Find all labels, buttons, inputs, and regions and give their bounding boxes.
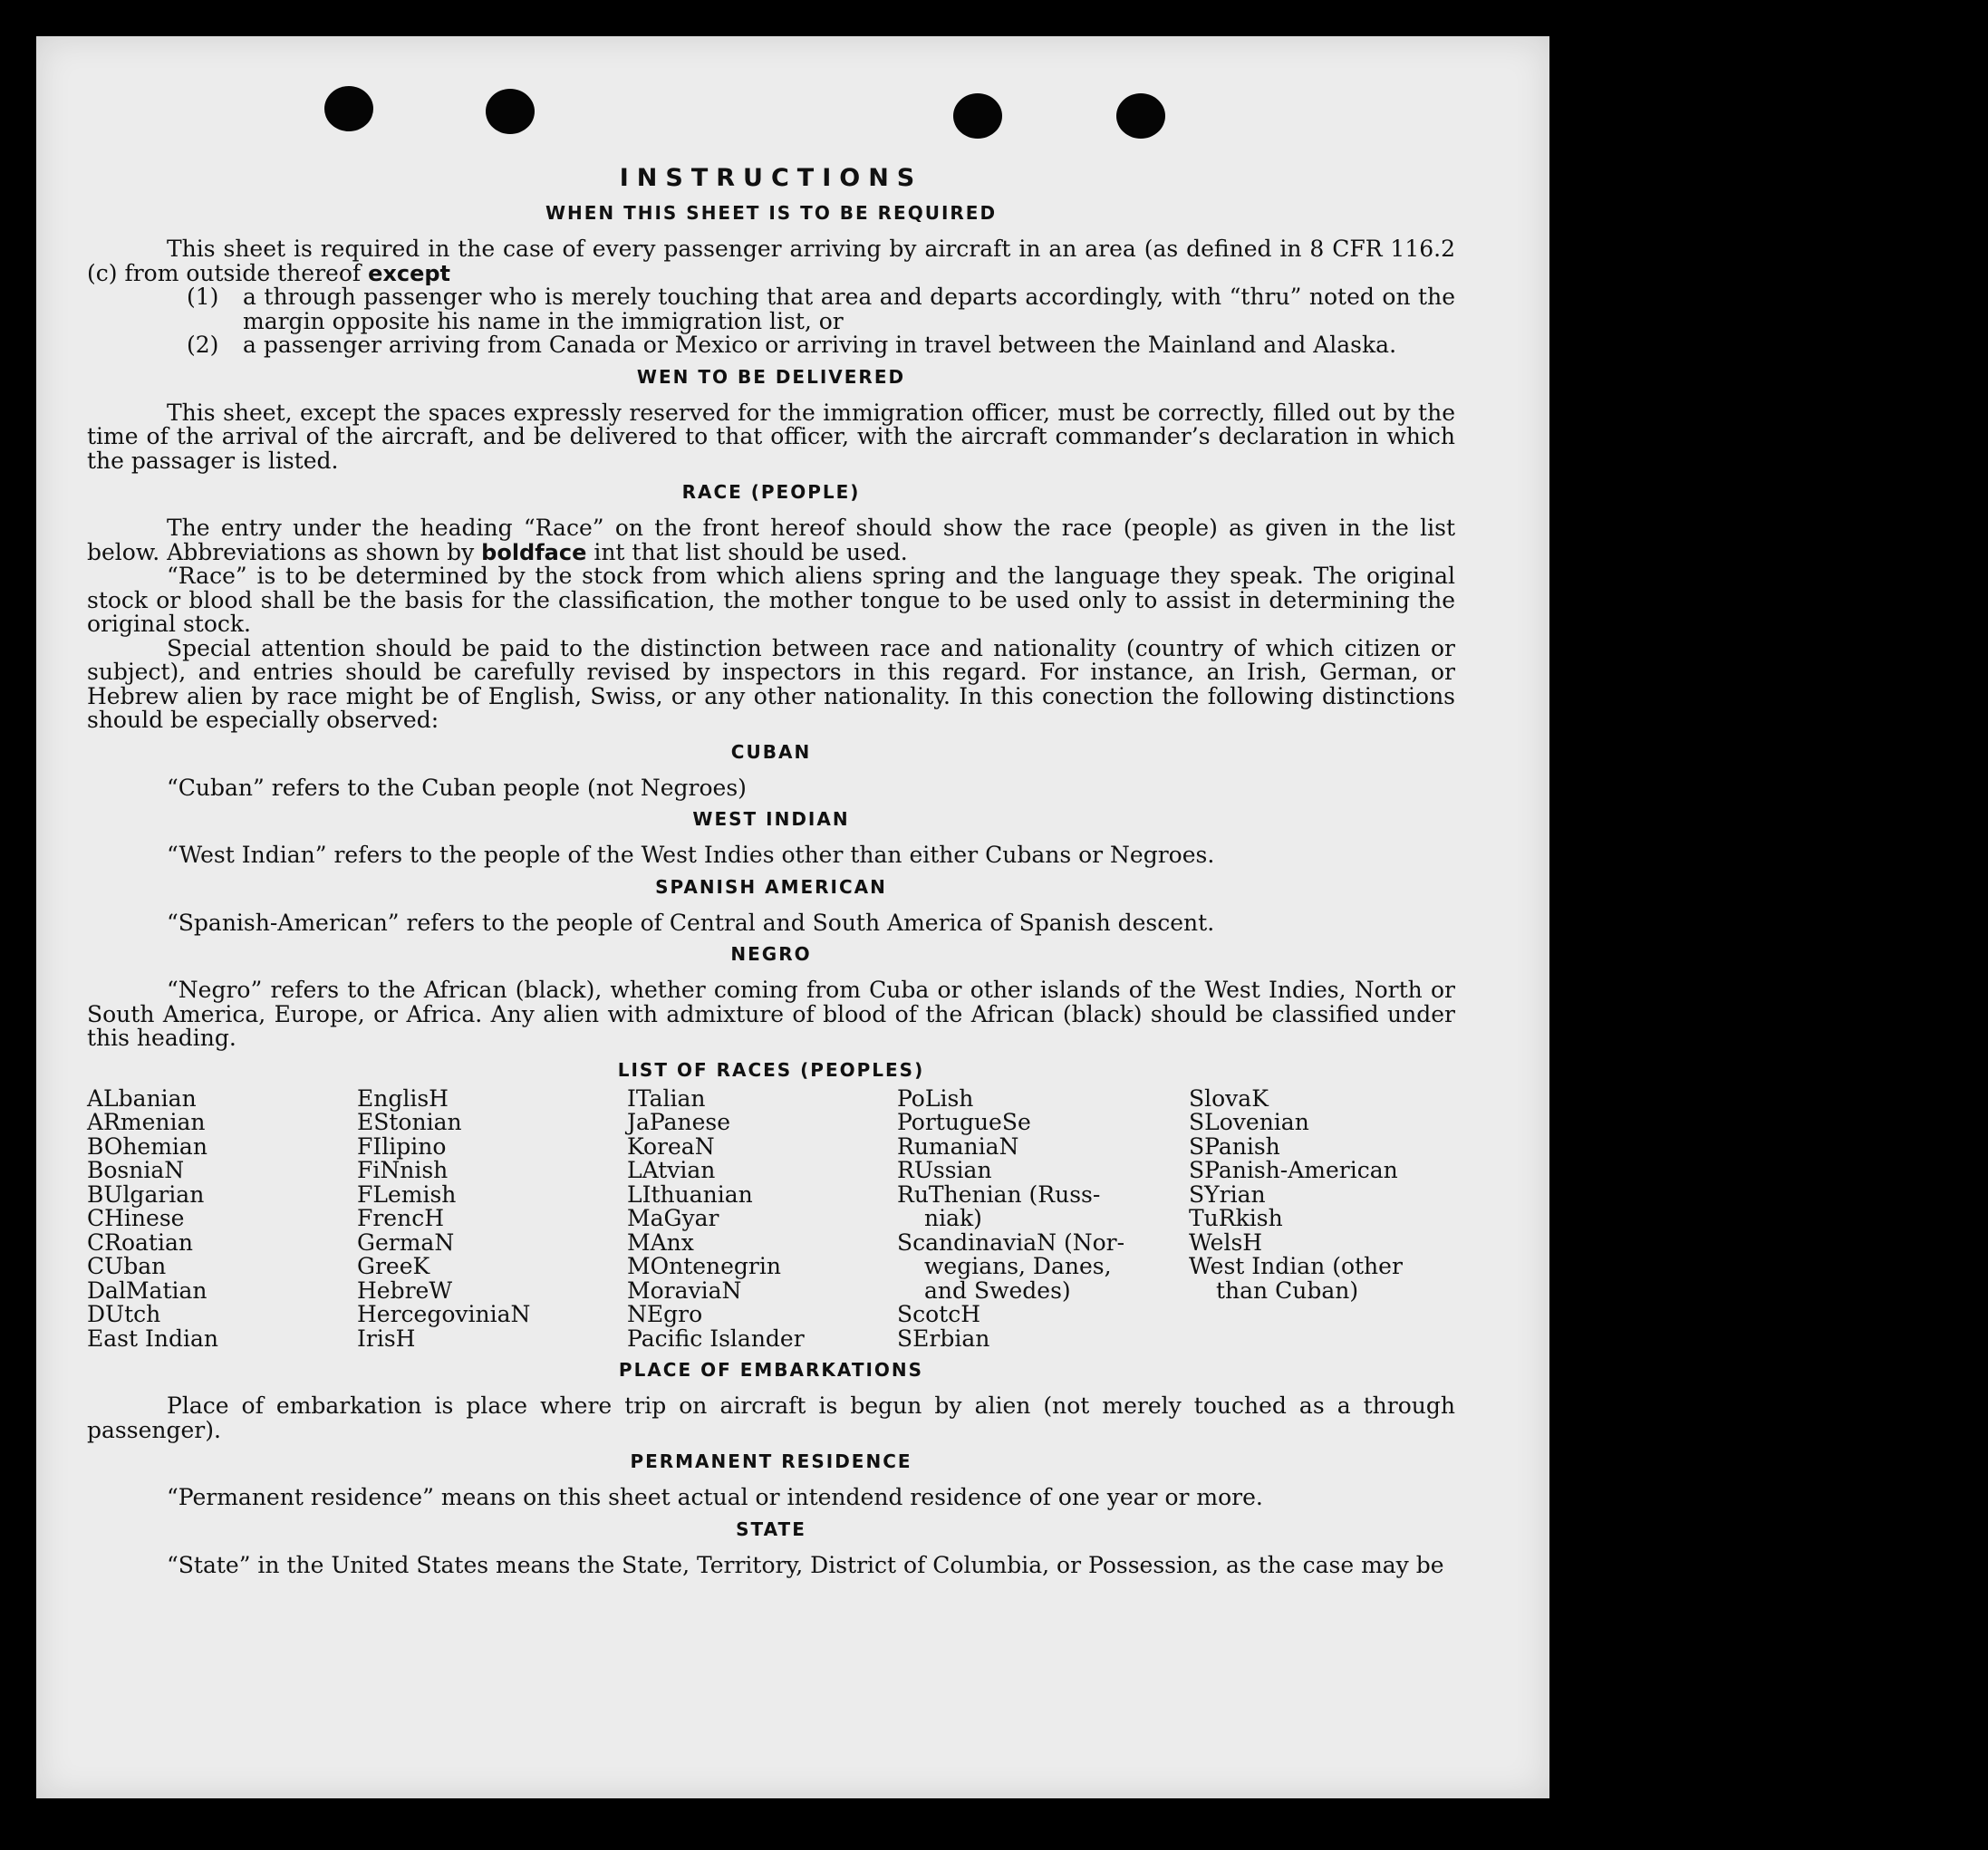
punch-hole [486,89,535,134]
race-item: WelsH [1189,1229,1263,1256]
instructions-body [87,163,1455,1577]
paragraph: “Cuban” refers to the Cuban people (not Negroes) [167,774,747,801]
race-item: EStonian [357,1109,462,1135]
section-heading: RACE (PEOPLE) [681,481,861,503]
race-item: BOhemian [87,1132,207,1160]
bold-text: except [368,260,450,286]
paragraph: “Negro” refers to the African (black), whether coming from Cuba or other islands of the West Indies, North or South America, Europe, or Africa. Any alien with admixture of blood of the African (black) should be classified under this heading. [87,977,1455,1051]
race-item: MOntenegrin [627,1253,781,1279]
race-item: FiNnish [357,1157,449,1183]
race-item: FrencH [357,1205,444,1231]
race-item: SYrian [1189,1180,1266,1208]
race-item: SPanish-American [1189,1157,1398,1183]
race-item: East Indian [87,1325,218,1352]
paragraph: “State” in the United States means the State, Territory, District of Columbia, or Possession, as the case may be [167,1551,1444,1578]
paragraph: Place of embarkation is place where trip on aircraft is begun by alien (not merely touched as a through passenger). [87,1392,1455,1443]
section-heading: STATE [736,1518,806,1540]
exception-item: (2) a passenger arriving from Canada or Mexico or arriving in travel between the Mainland and Alaska. [187,332,1397,358]
race-item: MoraviaN [627,1277,742,1304]
race-item: NEgro [627,1301,703,1327]
exception-item: (1) a through passenger who is merely touching that area and departs accordingly, with “thru” noted on the margin opposite his name in the immigration list, or [187,284,1455,334]
race-column [87,1084,357,1352]
race-item: SLovenian [1189,1109,1309,1135]
section-heading: LIST OF RACES (PEOPLES) [617,1058,925,1081]
race-item: TuRkish [1189,1205,1283,1231]
punch-hole [324,86,373,131]
race-item: ARmenian [87,1109,206,1135]
paragraph: “Race” is to be determined by the stock from which aliens spring and the language they speak. The original stock or blood shall be the basis for the classification, the mother tongue to be used only to assist in determining the original stock. [87,563,1455,637]
race-item: ScandinaviaN (Nor- [897,1229,1125,1256]
race-column [627,1084,897,1352]
race-item: DUtch [87,1301,161,1327]
race-item: BUlgarian [87,1180,205,1208]
section-heading: SPANISH AMERICAN [655,875,887,898]
race-item: SErbian [897,1325,990,1352]
document-page [36,36,1549,1798]
section-heading: WHEN THIS SHEET IS TO BE REQUIRED [545,202,998,224]
paragraph: This sheet, except the spaces expressly reserved for the immigration officer, must be correctly, filled out by the time of the arrival of the aircraft, and be delivered to that officer, with the aircraft commander’s declaration in which the passager is listed. [87,399,1455,474]
race-item: FIlipino [357,1132,447,1160]
paragraph: The entry under the heading “Race” on the front hereof should show the race (people) as given in the list below. Abbreviations as shown by boldface int that list should be used. [87,515,1455,565]
race-item: JaPanese [627,1109,731,1135]
race-item: LIthuanian [627,1180,753,1208]
race-column [897,1084,1189,1352]
paragraph: “West Indian” refers to the people of the West Indies other than either Cubans or Negroes. [167,842,1215,868]
race-item: ScotcH [897,1301,981,1327]
race-item: than Cuban) [1216,1277,1359,1304]
race-item: HebreW [357,1277,453,1304]
section-heading: WEST INDIAN [692,808,850,830]
paragraph: “Spanish-American” refers to the people of Central and South America of Spanish descent. [167,909,1215,936]
race-item: GreeK [357,1253,430,1279]
race-item: FLemish [357,1180,457,1208]
race-item: PoLish [897,1084,974,1112]
race-item: KoreaN [627,1132,715,1160]
race-item: MAnx [627,1229,694,1256]
race-item: Pacific Islander [627,1325,805,1352]
race-item: IrisH [357,1325,416,1352]
race-item: ITalian [627,1084,706,1112]
bold-text: boldface [481,539,587,565]
page-title: INSTRUCTIONS [619,164,923,192]
section-heading: PERMANENT RESIDENCE [630,1450,912,1472]
race-item: MaGyar [627,1205,719,1231]
race-item: BosniaN [87,1157,185,1183]
race-item: niak) [924,1205,982,1231]
race-item: ALbanian [87,1084,197,1112]
race-list [87,1084,1455,1352]
race-item: CHinese [87,1205,185,1231]
paragraph: This sheet is required in the case of every passenger arriving by aircraft in an area (as defined in 8 CFR 116.2 (c) from outside thereof except [87,236,1455,286]
race-item: SlovaK [1189,1084,1269,1112]
race-item: and Swedes) [924,1277,1071,1304]
race-item: West Indian (other [1189,1253,1403,1279]
paragraph: “Permanent residence” means on this sheet actual or intendend residence of one year or more. [167,1484,1263,1510]
section-heading: NEGRO [730,943,812,965]
race-item: HercegoviniaN [357,1301,531,1327]
race-item: SPanish [1189,1132,1280,1160]
punch-hole [953,93,1002,139]
race-item: LAtvian [627,1157,716,1183]
race-column [1189,1084,1455,1352]
section-heading: WEN TO BE DELIVERED [636,365,906,388]
race-item: GermaN [357,1229,455,1256]
race-item: RumaniaN [897,1132,1019,1160]
race-item: CRoatian [87,1229,193,1256]
race-item: CUban [87,1253,167,1279]
race-item: EnglisH [357,1084,449,1112]
race-column [357,1084,627,1352]
paragraph: Special attention should be paid to the distinction between race and nationality (country of which citizen or subject), and entries should be carefully revised by inspectors in this regard. For instance, an Irish, German, or Hebrew alien by race might be of English, Swiss, or any other nationality. In this conection the following distinctions should be especially observed: [87,634,1455,733]
race-item: PortugueSe [897,1109,1031,1135]
race-item: wegians, Danes, [924,1253,1112,1279]
section-heading: PLACE OF EMBARKATIONS [618,1359,924,1381]
punch-hole [1116,93,1165,139]
race-item: RUssian [897,1157,992,1183]
section-heading: CUBAN [730,740,812,763]
race-item: RuThenian (Russ- [897,1180,1101,1208]
race-item: DalMatian [87,1277,207,1304]
